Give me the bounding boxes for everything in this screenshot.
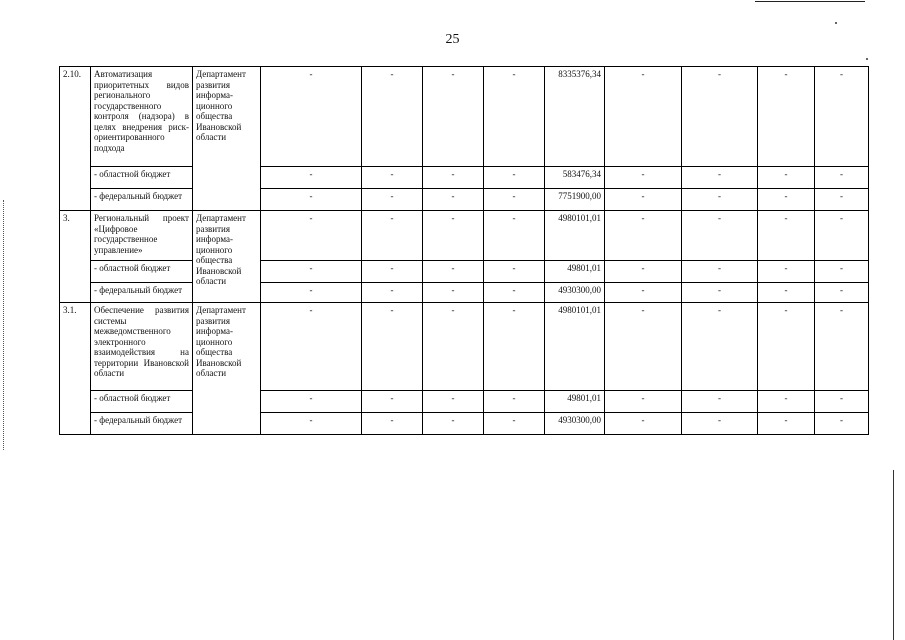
dash-cell: - [362,261,423,283]
dash-cell: - [484,189,545,211]
row-number: 3.1. [60,303,91,435]
dash-cell: - [362,67,423,167]
row-number: 2.10. [60,67,91,211]
dash-cell: - [682,211,758,261]
table-row [60,261,869,283]
dash-cell: - [605,189,682,211]
dash-cell: - [758,391,815,413]
dash-cell: - [484,283,545,303]
measure-name: Региональный проект «Цифровое государственное управление» [91,211,193,261]
dash-cell: - [261,167,362,189]
dash-cell: - [605,261,682,283]
dash-cell: - [682,67,758,167]
dash-cell: - [261,261,362,283]
amount-cell: 4980101,01 [545,303,605,391]
measure-name: Обеспечение развития системы межведомственного электронного взаимодействия на территории Ивановской области [91,303,193,391]
dash-cell: - [362,283,423,303]
dash-cell: - [261,189,362,211]
dash-cell: - [423,261,484,283]
table-row [60,67,869,167]
dash-cell: - [362,211,423,261]
dash-cell: - [815,189,869,211]
dash-cell: - [423,391,484,413]
table-row [60,211,869,261]
table-row [60,167,869,189]
dash-cell: - [362,189,423,211]
top-rule [755,1,865,2]
dash-cell: - [758,303,815,391]
table-row [60,413,869,435]
dash-cell: - [484,167,545,189]
dash-cell: - [682,283,758,303]
dash-cell: - [758,167,815,189]
dash-cell: - [261,211,362,261]
budget-table [59,66,869,435]
dash-cell: - [423,67,484,167]
dash-cell: - [815,303,869,391]
scan-edge-left [3,200,4,450]
dash-cell: - [815,167,869,189]
dash-cell: - [682,167,758,189]
dash-cell: - [682,261,758,283]
amount-cell: 4930300,00 [545,413,605,435]
dash-cell: - [362,167,423,189]
dash-cell: - [605,211,682,261]
department: Департамент развития информа-ционного общества Ивановской области [193,303,261,435]
dash-cell: - [815,261,869,283]
dash-cell: - [815,211,869,261]
dash-cell: - [605,283,682,303]
source-label: - федеральный бюджет [91,189,193,211]
dash-cell: - [815,413,869,435]
dash-cell: - [605,413,682,435]
table-row [60,391,869,413]
dash-cell: - [605,391,682,413]
dash-cell: - [758,283,815,303]
dash-cell: - [362,413,423,435]
dash-cell: - [423,283,484,303]
dash-cell: - [605,167,682,189]
scan-speck [866,58,868,60]
department: Департамент развития информа-ционного общества Ивановской области [193,211,261,303]
dash-cell: - [605,67,682,167]
dash-cell: - [815,391,869,413]
dash-cell: - [423,303,484,391]
source-label: - федеральный бюджет [91,283,193,303]
dash-cell: - [484,391,545,413]
dash-cell: - [261,303,362,391]
table-row [60,189,869,211]
amount-cell: 7751900,00 [545,189,605,211]
scan-speck [835,22,837,24]
dash-cell: - [815,67,869,167]
amount-cell: 49801,01 [545,261,605,283]
source-label: - федеральный бюджет [91,413,193,435]
dash-cell: - [758,261,815,283]
dash-cell: - [261,283,362,303]
dash-cell: - [362,391,423,413]
dash-cell: - [605,303,682,391]
page-number: 25 [445,32,460,47]
table-row [60,283,869,303]
dash-cell: - [362,303,423,391]
scan-edge-right [893,470,894,640]
dash-cell: - [484,303,545,391]
table-row [60,303,869,391]
source-label: - областной бюджет [91,167,193,189]
dash-cell: - [758,189,815,211]
dash-cell: - [758,67,815,167]
row-number: 3. [60,211,91,303]
dash-cell: - [682,413,758,435]
dash-cell: - [261,391,362,413]
amount-cell: 4980101,01 [545,211,605,261]
dash-cell: - [682,303,758,391]
amount-cell: 583476,34 [545,167,605,189]
dash-cell: - [423,211,484,261]
dash-cell: - [484,413,545,435]
source-label: - областной бюджет [91,391,193,413]
dash-cell: - [423,189,484,211]
dash-cell: - [484,261,545,283]
dash-cell: - [423,413,484,435]
amount-cell: 8335376,34 [545,67,605,167]
dash-cell: - [261,67,362,167]
amount-cell: 4930300,00 [545,283,605,303]
dash-cell: - [484,211,545,261]
dash-cell: - [815,283,869,303]
measure-name: Автоматизация приоритетных видов регионального государственного контроля (надзора) в целях внедрения риск-ориентированного подхода [91,67,193,167]
source-label: - областной бюджет [91,261,193,283]
dash-cell: - [758,413,815,435]
dash-cell: - [423,167,484,189]
dash-cell: - [682,189,758,211]
amount-cell: 49801,01 [545,391,605,413]
dash-cell: - [261,413,362,435]
department: Департамент развития информа-ционного общества Ивановской области [193,67,261,211]
dash-cell: - [758,211,815,261]
dash-cell: - [682,391,758,413]
dash-cell: - [484,67,545,167]
